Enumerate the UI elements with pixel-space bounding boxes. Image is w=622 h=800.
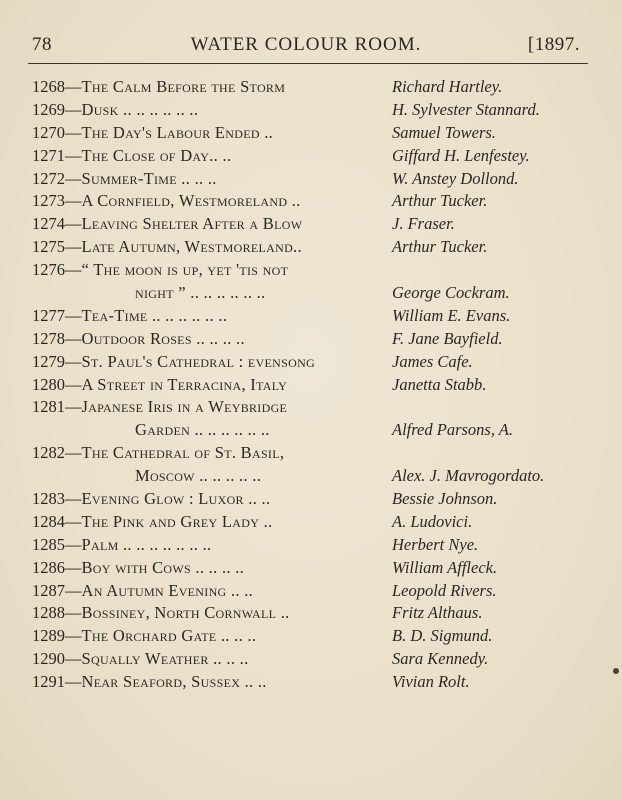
entry-number: 1291 [32, 672, 65, 692]
entry-line [32, 351, 592, 374]
entry-number: 1284 [32, 511, 65, 531]
entry-title: The Pink and Grey Lady .. [81, 511, 273, 531]
entry-number: 1268 [32, 77, 65, 96]
page-number: 78 [32, 34, 52, 55]
entry-line [32, 259, 592, 282]
entry-dash: — [65, 99, 82, 119]
entry-number: 1279 [32, 351, 65, 371]
entry-artist: Janetta Stabb. [392, 374, 487, 394]
entry-dash: — [65, 237, 82, 257]
entry-dash: — [65, 397, 82, 417]
entry-dash: — [65, 489, 82, 509]
entry-line [32, 602, 592, 625]
entry-number: 1278 [32, 328, 65, 348]
entry-artist: A. Ludovici. [392, 511, 473, 531]
page-title: WATER COLOUR ROOM. [190, 34, 422, 55]
ink-spot [613, 668, 619, 674]
entry-number: 1286 [32, 557, 65, 577]
entry-number: 1282 [32, 443, 65, 463]
entry-dash: — [65, 374, 82, 394]
entry-dash: — [65, 122, 82, 142]
entry-line [32, 442, 592, 465]
entry-title: The Cathedral of St. Basil, [81, 443, 285, 463]
entry-line [32, 557, 592, 580]
entry-artist: W. Anstey Dollond. [392, 168, 519, 188]
entry-title: Squally Weather .. .. .. [81, 649, 249, 669]
entry-line [32, 488, 592, 511]
entry-dash: — [65, 305, 82, 325]
entry-title: Summer-Time .. .. .. [81, 168, 217, 188]
entry-artist: George Cockram. [392, 283, 510, 303]
entry-number: 1271 [32, 145, 65, 165]
entry-number: 1287 [32, 580, 65, 600]
entry-title-continuation: night ” .. .. .. .. .. .. [135, 283, 266, 303]
entry-line [32, 671, 592, 694]
entry-line [32, 648, 592, 671]
entry-line [32, 236, 592, 259]
entry-dash: — [65, 145, 82, 165]
entry-title: A Cornfield, Westmoreland .. [81, 191, 301, 211]
entry-continuation-line [32, 465, 592, 488]
entry-title: Outdoor Roses .. .. .. .. [81, 328, 245, 348]
entry-artist: Vivian Rolt. [392, 672, 470, 692]
entry-artist: H. Sylvester Stannard. [392, 99, 540, 119]
entry-artist: Leopold Rivers. [392, 580, 497, 600]
entry-dash: — [65, 511, 82, 531]
entry-number: 1269 [32, 99, 65, 119]
entry-dash: — [65, 580, 82, 600]
entry-title: Boy with Cows .. .. .. .. [81, 557, 245, 577]
entry-dash: — [65, 168, 82, 188]
catalogue-entries [32, 76, 592, 694]
entry-line [32, 374, 592, 397]
entry-title: Dusk .. .. .. .. .. .. [81, 99, 199, 119]
entry-number: 1280 [32, 374, 65, 394]
entry-dash: — [65, 191, 82, 211]
entry-number: 1270 [32, 122, 65, 142]
entry-dash: — [65, 626, 82, 646]
entry-line [32, 168, 592, 191]
entry-title: Leaving Shelter After a Blow [81, 214, 303, 234]
entry-artist: Arthur Tucker. [392, 191, 488, 211]
entry-title-continuation: Garden .. .. .. .. .. .. [135, 420, 270, 440]
entry-dash: — [65, 534, 82, 554]
entry-title: The Close of Day.. .. [81, 145, 232, 165]
entry-number: 1289 [32, 626, 65, 646]
entry-line [32, 305, 592, 328]
entry-title: Late Autumn, Westmoreland.. [81, 237, 302, 257]
year-marker: [1897. [527, 34, 580, 55]
page-header [32, 28, 580, 60]
entry-artist: Sara Kennedy. [392, 649, 489, 669]
entry-artist: James Cafe. [392, 351, 473, 371]
entry-artist: B. D. Sigmund. [392, 626, 493, 646]
entry-title: The Calm Before the Storm [81, 77, 286, 96]
entry-artist: J. Fraser. [392, 214, 455, 234]
entry-dash: — [65, 557, 82, 577]
entry-dash: — [65, 649, 82, 669]
entry-number: 1288 [32, 603, 65, 623]
entry-title-continuation: Moscow .. .. .. .. .. [135, 466, 262, 486]
entry-line [32, 534, 592, 557]
entry-title: The Day's Labour Ended .. [81, 122, 274, 142]
entry-artist: Alfred Parsons, A. [392, 420, 514, 440]
entry-line [32, 511, 592, 534]
entry-line [32, 145, 592, 168]
entry-title: St. Paul's Cathedral : evensong [81, 351, 315, 371]
entry-number: 1272 [32, 168, 65, 188]
entry-artist: William Affleck. [392, 557, 498, 577]
entry-line [32, 122, 592, 145]
entry-number: 1281 [32, 397, 65, 417]
entry-line [32, 625, 592, 648]
entry-dash: — [65, 351, 82, 371]
entry-dash: — [65, 77, 82, 96]
entry-title: The Orchard Gate .. .. .. [81, 626, 257, 646]
entry-artist: Fritz Althaus. [392, 603, 483, 623]
entry-number: 1285 [32, 534, 65, 554]
entry-title: Tea-Time .. .. .. .. .. .. [81, 305, 228, 325]
entry-artist: Bessie Johnson. [392, 489, 498, 509]
entry-line [32, 99, 592, 122]
entry-title: Bossiney, North Cornwall .. [81, 603, 290, 623]
entry-title: “ The moon is up, yet 'tis not [81, 260, 289, 280]
entry-artist: William E. Evans. [392, 305, 511, 325]
entry-artist: Richard Hartley. [392, 77, 503, 96]
entry-dash: — [65, 328, 82, 348]
entry-title: An Autumn Evening .. .. [81, 580, 254, 600]
entry-artist: Giffard H. Lenfestey. [392, 145, 530, 165]
header-rule [28, 63, 588, 64]
entry-continuation-line [32, 282, 592, 305]
entry-number: 1290 [32, 649, 65, 669]
entry-title: A Street in Terracina, Italy [81, 374, 288, 394]
entry-line [32, 580, 592, 603]
entry-dash: — [65, 672, 82, 692]
entry-title: Near Seaford, Sussex .. .. [81, 672, 267, 692]
entry-line [32, 190, 592, 213]
entry-artist: Samuel Towers. [392, 122, 496, 142]
entry-number: 1277 [32, 305, 65, 325]
entry-line [32, 213, 592, 236]
entry-number: 1273 [32, 191, 65, 211]
entry-title: Palm .. .. .. .. .. .. .. [81, 534, 212, 554]
entry-dash: — [65, 260, 82, 280]
entry-line [32, 76, 592, 99]
entry-line [32, 328, 592, 351]
entry-dash: — [65, 603, 82, 623]
entry-artist: Alex. J. Mavrogordato. [392, 466, 545, 486]
entry-number: 1283 [32, 489, 65, 509]
entry-artist: F. Jane Bayfield. [392, 328, 503, 348]
entry-number: 1275 [32, 237, 65, 257]
entry-line [32, 396, 592, 419]
entry-title: Japanese Iris in a Weybridge [81, 397, 288, 417]
entry-continuation-line [32, 419, 592, 442]
entry-artist: Arthur Tucker. [392, 237, 488, 257]
entry-number: 1276 [32, 260, 65, 280]
entry-artist: Herbert Nye. [392, 534, 479, 554]
entry-dash: — [65, 214, 82, 234]
entry-dash: — [65, 443, 82, 463]
entry-number: 1274 [32, 214, 65, 234]
entry-title: Evening Glow : Luxor .. .. [81, 489, 271, 509]
